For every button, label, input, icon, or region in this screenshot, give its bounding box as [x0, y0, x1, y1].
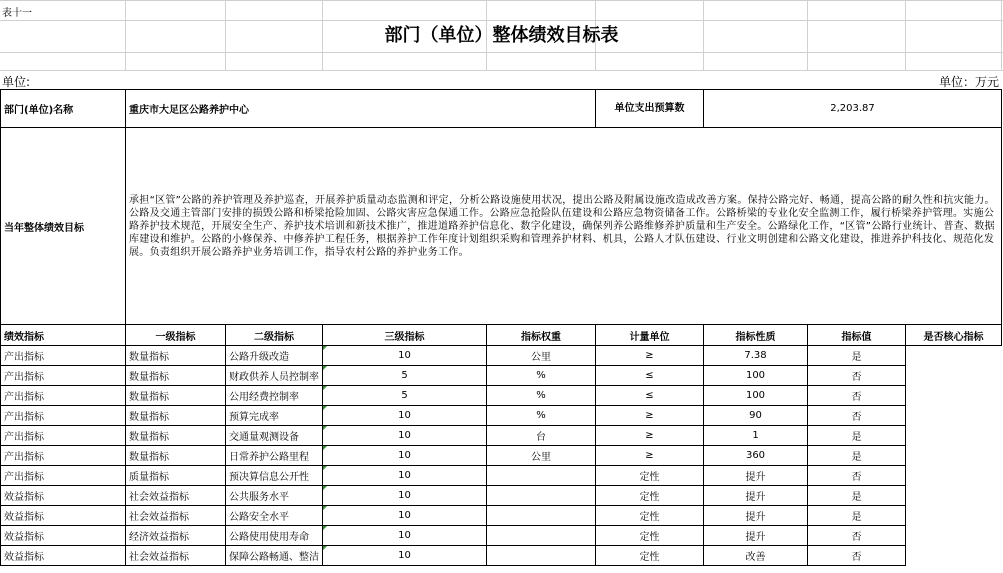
- cell-weight: 10: [323, 346, 487, 366]
- cell-level1: 产出指标: [1, 466, 126, 486]
- table-row: [1, 366, 1002, 386]
- cell-level2: 质量指标: [126, 466, 226, 486]
- cell-unit: %: [487, 366, 596, 386]
- cell-level3: 公路升级改造: [226, 346, 323, 366]
- cell-value: 1: [704, 426, 808, 446]
- unit-name-label: 部门(单位)名称: [1, 90, 126, 128]
- cell-level2: 经济效益指标: [126, 526, 226, 546]
- cell-weight: 10: [323, 526, 487, 546]
- cell-level2: 社会效益指标: [126, 506, 226, 526]
- cell-weight: 10: [323, 506, 487, 526]
- cell-value: 提升: [704, 466, 808, 486]
- cell-nature: ≥: [596, 426, 704, 446]
- cell-level2: 数量指标: [126, 346, 226, 366]
- cell-weight: 5: [323, 366, 487, 386]
- cell-level1: 效益指标: [1, 486, 126, 506]
- performance-table: [0, 89, 1002, 566]
- table-row: [1, 346, 1002, 366]
- cell-nature: ≥: [596, 346, 704, 366]
- cell-level3: 公路安全水平: [226, 506, 323, 526]
- cell-value: 提升: [704, 486, 808, 506]
- header-weight: 指标权重: [487, 325, 596, 346]
- perf-header-row: [1, 325, 1002, 346]
- cell-core: 否: [808, 386, 906, 406]
- sheet-label: 表十一: [2, 8, 32, 19]
- cell-level3: 公共服务水平: [226, 486, 323, 506]
- table-row: [1, 486, 1002, 506]
- cell-core: 否: [808, 406, 906, 426]
- table-row: [1, 466, 1002, 486]
- table-row: [1, 546, 1002, 566]
- cell-value: 90: [704, 406, 808, 426]
- cell-unit: [487, 506, 596, 526]
- cell-level3: 预决算信息公开性: [226, 466, 323, 486]
- table-row: [1, 426, 1002, 446]
- cell-nature: ≤: [596, 386, 704, 406]
- cell-level3: 财政供养人员控制率: [226, 366, 323, 386]
- cell-nature: 定性: [596, 526, 704, 546]
- goal-text: 承担“区管”公路的养护管理及养护巡查，开展养护质量动态监测和评定，分析公路设施使用状况，提出公路及附属设施改造成改善方案。保持公路完好、畅通，提高公路的耐久性和抗灾能力。公路及交通主管部门安排的损毁公路和桥梁抢险加固、公路灾害应急保通工作。公路应急抢险队伍建设和公路应急物资储备工作。公路桥梁的专业化安全监测工作，履行桥梁养护管理。实施公路养护技术规范，开展安全生产、养护技术培训和新技术推广，推进道路养护信息化、数字化建设，确保列养公路维修养护质量和生产安全。公路绿化工作，“区管”公路行业统计、普查、数据库建设和维护。公路的小修保养、中修养护工程任务，根据养护工作年度计划组织采购和管理养护材料、机具，公路人才队伍建设、行业文明创建和公路文化建设，推进养护科技化、规范化发展。负责组织开展公路养护业务培训工作，指导农村公路的养护业务工作。: [126, 128, 1002, 325]
- cell-value: 改善: [704, 546, 808, 566]
- cell-weight: 5: [323, 386, 487, 406]
- cell-core: 是: [808, 346, 906, 366]
- cell-core: 是: [808, 506, 906, 526]
- cell-level1: 产出指标: [1, 426, 126, 446]
- info-row: [1, 90, 1002, 128]
- cell-value: 100: [704, 366, 808, 386]
- cell-unit: 公里: [487, 446, 596, 466]
- budget-label: 单位支出预算数: [596, 90, 704, 128]
- table-row: [1, 526, 1002, 546]
- cell-value: 360: [704, 446, 808, 466]
- unit-name-value: 重庆市大足区公路养护中心: [126, 90, 596, 128]
- cell-level2: 数量指标: [126, 446, 226, 466]
- cell-weight: 10: [323, 426, 487, 446]
- cell-value: 7.38: [704, 346, 808, 366]
- cell-level2: 数量指标: [126, 406, 226, 426]
- cell-level1: 产出指标: [1, 366, 126, 386]
- cell-core: 否: [808, 366, 906, 386]
- header-unit: 计量单位: [596, 325, 704, 346]
- table-row: [1, 406, 1002, 426]
- cell-level1: 效益指标: [1, 526, 126, 546]
- cell-core: 是: [808, 446, 906, 466]
- cell-level3: 预算完成率: [226, 406, 323, 426]
- cell-value: 提升: [704, 506, 808, 526]
- perf-label: 绩效指标: [1, 325, 126, 346]
- cell-weight: 10: [323, 546, 487, 566]
- cell-level1: 效益指标: [1, 546, 126, 566]
- cell-level3: 保障公路畅通、整洁: [226, 546, 323, 566]
- cell-unit: 台: [487, 426, 596, 446]
- header-level1: 一级指标: [126, 325, 226, 346]
- cell-level2: 社会效益指标: [126, 546, 226, 566]
- cell-level3: 日常养护公路里程: [226, 446, 323, 466]
- header-value: 指标值: [808, 325, 906, 346]
- cell-nature: 定性: [596, 486, 704, 506]
- cell-unit: [487, 486, 596, 506]
- cell-level1: 产出指标: [1, 406, 126, 426]
- cell-value: 提升: [704, 526, 808, 546]
- cell-unit: [487, 466, 596, 486]
- cell-core: 否: [808, 526, 906, 546]
- cell-weight: 10: [323, 486, 487, 506]
- cell-unit: 公里: [487, 346, 596, 366]
- cell-nature: 定性: [596, 506, 704, 526]
- budget-value: 2,203.87: [704, 90, 1002, 128]
- page-title: 部门（单位）整体绩效目标表: [384, 25, 619, 46]
- header-core: 是否核心指标: [906, 325, 1002, 346]
- cell-unit: [487, 546, 596, 566]
- cell-level2: 数量指标: [126, 366, 226, 386]
- cell-level3: 公路使用使用寿命: [226, 526, 323, 546]
- cell-weight: 10: [323, 446, 487, 466]
- cell-nature: ≥: [596, 406, 704, 426]
- cell-nature: ≤: [596, 366, 704, 386]
- cell-weight: 10: [323, 466, 487, 486]
- table-row: [1, 446, 1002, 466]
- table-row: [1, 386, 1002, 406]
- cell-level2: 数量指标: [126, 426, 226, 446]
- unit-left-label: 单位:: [2, 75, 31, 89]
- cell-core: 否: [808, 546, 906, 566]
- cell-level1: 效益指标: [1, 506, 126, 526]
- unit-right-label: 单位：万元: [938, 75, 999, 89]
- cell-level1: 产出指标: [1, 346, 126, 366]
- cell-core: 否: [808, 466, 906, 486]
- cell-nature: 定性: [596, 466, 704, 486]
- cell-level2: 数量指标: [126, 386, 226, 406]
- header-level2: 二级指标: [226, 325, 323, 346]
- cell-level1: 产出指标: [1, 446, 126, 466]
- cell-unit: [487, 526, 596, 546]
- cell-level3: 交通量观测设备: [226, 426, 323, 446]
- cell-level3: 公用经费控制率: [226, 386, 323, 406]
- cell-nature: ≥: [596, 446, 704, 466]
- header-nature: 指标性质: [704, 325, 808, 346]
- cell-weight: 10: [323, 406, 487, 426]
- table-row: [1, 506, 1002, 526]
- cell-level2: 社会效益指标: [126, 486, 226, 506]
- cell-unit: %: [487, 386, 596, 406]
- cell-value: 100: [704, 386, 808, 406]
- header-level3: 三级指标: [323, 325, 487, 346]
- goal-row: [1, 128, 1002, 325]
- cell-core: 是: [808, 486, 906, 506]
- cell-core: 是: [808, 426, 906, 446]
- cell-unit: %: [487, 406, 596, 426]
- cell-level1: 产出指标: [1, 386, 126, 406]
- goal-label: 当年整体绩效目标: [1, 128, 126, 325]
- cell-nature: 定性: [596, 546, 704, 566]
